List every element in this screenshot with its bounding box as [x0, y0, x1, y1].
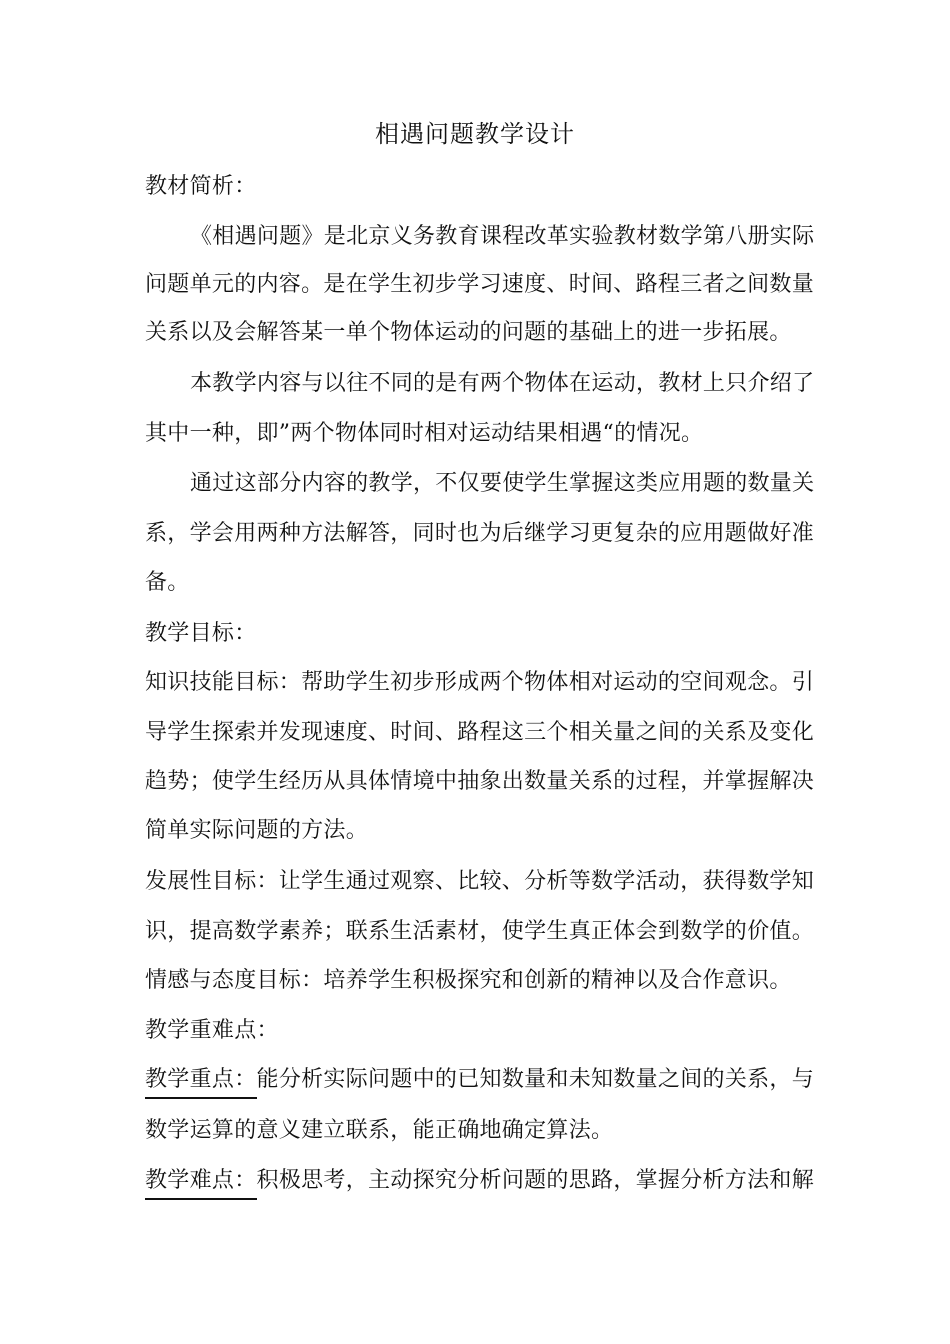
- paragraph-line: 发展性目标：让学生通过观察、比较、分析等数学活动，获得数学知: [145, 869, 815, 894]
- paragraph-line: 关系以及会解答某一单个物体运动的问题的基础上的进一步拓展。: [145, 320, 792, 345]
- paragraph-line: 情感与态度目标：培养学生积极探究和创新的精神以及合作意识。: [145, 968, 792, 993]
- paragraph-line: 识，提高数学素养；联系生活素材，使学生真正体会到数学的价值。: [145, 919, 815, 944]
- focus-line: [145, 1060, 825, 1100]
- paragraph-line: 问题单元的内容。是在学生初步学习速度、时间、路程三者之间数量: [145, 272, 815, 297]
- section-heading-keypoints: 教学重难点：: [145, 1018, 279, 1043]
- focus-label: 教学重点：: [145, 1063, 257, 1099]
- paragraph-line: 知识技能目标：帮助学生初步形成两个物体相对运动的空间观念。引: [145, 670, 815, 695]
- paragraph-line: 通过这部分内容的教学，不仅要使学生掌握这类应用题的数量关: [190, 471, 815, 496]
- paragraph-line: 数学运算的意义建立联系，能正确地确定算法。: [145, 1118, 614, 1143]
- paragraph-line: 《相遇问题》是北京义务教育课程改革实验教材数学第八册实际: [190, 224, 815, 249]
- difficulty-line: [145, 1161, 825, 1201]
- paragraph-line: 导学生探索并发现速度、时间、路程这三个相关量之间的关系及变化: [145, 720, 815, 745]
- document-title: 相遇问题教学设计: [375, 120, 575, 148]
- section-heading-goals: 教学目标：: [145, 621, 257, 646]
- paragraph-line: 其中一种，即”两个物体同时相对运动结果相遇“的情况。: [145, 421, 704, 446]
- section-heading-analysis: 教材简析：: [145, 174, 257, 199]
- paragraph-line: 本教学内容与以往不同的是有两个物体在运动，教材上只介绍了: [190, 371, 815, 396]
- paragraph-line: 备。: [145, 570, 190, 595]
- paragraph-line: 趋势；使学生经历从具体情境中抽象出数量关系的过程，并掌握解决: [145, 769, 815, 794]
- paragraph-line: 简单实际问题的方法。: [145, 818, 369, 843]
- paragraph-line: 系，学会用两种方法解答，同时也为后继学习更复杂的应用题做好准: [145, 521, 815, 546]
- difficulty-label: 教学难点：: [145, 1164, 257, 1200]
- difficulty-text: 积极思考，主动探究分析问题的思路，掌握分析方法和解: [256, 1168, 815, 1193]
- focus-text: 能分析实际问题中的已知数量和未知数量之间的关系，与: [256, 1067, 815, 1092]
